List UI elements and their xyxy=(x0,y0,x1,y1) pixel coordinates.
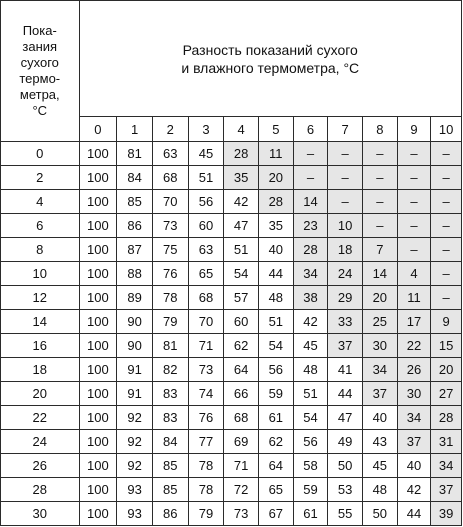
humidity-cell: – xyxy=(293,142,328,166)
humidity-cell: 100 xyxy=(79,310,117,334)
row-temperature-cell: 22 xyxy=(1,406,80,430)
humidity-cell: 54 xyxy=(258,334,293,358)
humidity-cell: 18 xyxy=(328,238,363,262)
humidity-cell: – xyxy=(397,214,431,238)
humidity-cell: – xyxy=(397,238,431,262)
row-header-line: °С xyxy=(32,103,48,118)
humidity-cell: 47 xyxy=(328,406,363,430)
humidity-cell: 62 xyxy=(258,430,293,454)
humidity-cell: 44 xyxy=(328,382,363,406)
humidity-cell: 100 xyxy=(79,478,117,502)
humidity-cell: 64 xyxy=(258,454,293,478)
column-header: 2 xyxy=(152,117,188,142)
humidity-cell: – xyxy=(431,166,462,190)
humidity-cell: 33 xyxy=(328,310,363,334)
row-header-line: метра, xyxy=(19,87,60,102)
row-temperature-cell: 20 xyxy=(1,382,80,406)
humidity-cell: 100 xyxy=(79,382,117,406)
column-header: 3 xyxy=(188,117,224,142)
humidity-cell: – xyxy=(328,142,363,166)
humidity-cell: 100 xyxy=(79,502,117,526)
humidity-cell: 48 xyxy=(258,286,293,310)
humidity-cell: 100 xyxy=(79,214,117,238)
humidity-cell: 49 xyxy=(328,430,363,454)
humidity-cell: 100 xyxy=(79,454,117,478)
humidity-cell: 84 xyxy=(117,166,153,190)
humidity-cell: 93 xyxy=(117,478,153,502)
humidity-cell: 14 xyxy=(362,262,397,286)
humidity-cell: 50 xyxy=(362,502,397,526)
column-header: 10 xyxy=(431,117,462,142)
humidity-cell: 42 xyxy=(224,190,259,214)
humidity-cell: 66 xyxy=(224,382,259,406)
humidity-cell: 47 xyxy=(224,214,259,238)
humidity-cell: 100 xyxy=(79,334,117,358)
humidity-cell: – xyxy=(431,142,462,166)
humidity-cell: 78 xyxy=(152,286,188,310)
humidity-cell: – xyxy=(328,166,363,190)
humidity-cell: 20 xyxy=(431,358,462,382)
humidity-cell: 100 xyxy=(79,190,117,214)
humidity-cell: 91 xyxy=(117,382,153,406)
humidity-cell: 28 xyxy=(224,142,259,166)
humidity-cell: 79 xyxy=(188,502,224,526)
humidity-cell: 30 xyxy=(362,334,397,358)
row-temperature-cell: 2 xyxy=(1,166,80,190)
humidity-cell: 61 xyxy=(293,502,328,526)
humidity-cell: 68 xyxy=(188,286,224,310)
humidity-cell: 81 xyxy=(117,142,153,166)
humidity-cell: 45 xyxy=(293,334,328,358)
row-temperature-cell: 14 xyxy=(1,310,80,334)
humidity-cell: – xyxy=(431,262,462,286)
humidity-cell: – xyxy=(362,214,397,238)
humidity-cell: 69 xyxy=(224,430,259,454)
humidity-cell: 83 xyxy=(152,406,188,430)
table-row xyxy=(1,406,462,430)
humidity-cell: 65 xyxy=(188,262,224,286)
humidity-cell: 67 xyxy=(258,502,293,526)
humidity-cell: 60 xyxy=(224,310,259,334)
humidity-cell: 79 xyxy=(152,310,188,334)
humidity-cell: 84 xyxy=(152,430,188,454)
humidity-cell: 89 xyxy=(117,286,153,310)
humidity-cell: 90 xyxy=(117,310,153,334)
row-header-line: Пока- xyxy=(22,23,57,38)
humidity-cell: 24 xyxy=(328,262,363,286)
table-row xyxy=(1,262,462,286)
humidity-cell: – xyxy=(431,190,462,214)
humidity-cell: 22 xyxy=(397,334,431,358)
humidity-cell: – xyxy=(362,142,397,166)
humidity-cell: 85 xyxy=(152,454,188,478)
humidity-cell: 88 xyxy=(117,262,153,286)
humidity-cell: 20 xyxy=(258,166,293,190)
humidity-cell: 65 xyxy=(258,478,293,502)
humidity-cell: 54 xyxy=(293,406,328,430)
humidity-cell: – xyxy=(431,286,462,310)
humidity-cell: 62 xyxy=(224,334,259,358)
humidity-cell: 39 xyxy=(431,502,462,526)
humidity-cell: 75 xyxy=(152,238,188,262)
humidity-cell: – xyxy=(362,166,397,190)
humidity-cell: 86 xyxy=(117,214,153,238)
humidity-cell: 37 xyxy=(397,430,431,454)
humidity-cell: 92 xyxy=(117,406,153,430)
humidity-cell: 14 xyxy=(293,190,328,214)
row-temperature-cell: 26 xyxy=(1,454,80,478)
humidity-cell: 70 xyxy=(152,190,188,214)
humidity-cell: 51 xyxy=(258,310,293,334)
humidity-cell: – xyxy=(397,142,431,166)
humidity-cell: – xyxy=(431,214,462,238)
humidity-cell: 31 xyxy=(431,430,462,454)
humidity-cell: 53 xyxy=(328,478,363,502)
table-row xyxy=(1,502,462,526)
humidity-cell: 93 xyxy=(117,502,153,526)
column-header: 6 xyxy=(293,117,328,142)
humidity-cell: 56 xyxy=(293,430,328,454)
humidity-cell: 55 xyxy=(328,502,363,526)
humidity-cell: 4 xyxy=(397,262,431,286)
humidity-cell: 50 xyxy=(328,454,363,478)
humidity-cell: 34 xyxy=(293,262,328,286)
humidity-cell: 28 xyxy=(293,238,328,262)
humidity-cell: 41 xyxy=(328,358,363,382)
row-header-dry-thermometer xyxy=(1,1,80,142)
humidity-cell: 51 xyxy=(224,238,259,262)
humidity-cell: – xyxy=(328,190,363,214)
humidity-cell: 37 xyxy=(328,334,363,358)
column-header: 8 xyxy=(362,117,397,142)
humidity-cell: 78 xyxy=(188,454,224,478)
humidity-cell: 100 xyxy=(79,142,117,166)
table-row xyxy=(1,310,462,334)
humidity-cell: 73 xyxy=(224,502,259,526)
column-header: 4 xyxy=(224,117,259,142)
humidity-cell: 11 xyxy=(397,286,431,310)
humidity-cell: 23 xyxy=(293,214,328,238)
table-row xyxy=(1,478,462,502)
row-temperature-cell: 10 xyxy=(1,262,80,286)
humidity-cell: 77 xyxy=(188,430,224,454)
humidity-cell: 48 xyxy=(293,358,328,382)
column-header: 0 xyxy=(79,117,117,142)
humidity-cell: 82 xyxy=(152,358,188,382)
humidity-cell: 70 xyxy=(188,310,224,334)
humidity-cell: 64 xyxy=(224,358,259,382)
humidity-cell: 71 xyxy=(224,454,259,478)
humidity-cell: 100 xyxy=(79,406,117,430)
humidity-cell: 76 xyxy=(188,406,224,430)
humidity-cell: 61 xyxy=(258,406,293,430)
humidity-cell: 15 xyxy=(431,334,462,358)
column-header: 1 xyxy=(117,117,153,142)
humidity-cell: 68 xyxy=(152,166,188,190)
row-temperature-cell: 18 xyxy=(1,358,80,382)
humidity-cell: 92 xyxy=(117,430,153,454)
row-temperature-cell: 8 xyxy=(1,238,80,262)
humidity-cell: 42 xyxy=(293,310,328,334)
humidity-cell: 43 xyxy=(362,430,397,454)
humidity-cell: 63 xyxy=(188,238,224,262)
column-group-title xyxy=(79,1,461,117)
humidity-cell: 100 xyxy=(79,238,117,262)
humidity-cell: 10 xyxy=(328,214,363,238)
humidity-cell: 78 xyxy=(188,478,224,502)
row-temperature-cell: 0 xyxy=(1,142,80,166)
table-body xyxy=(1,142,462,526)
humidity-cell: 25 xyxy=(362,310,397,334)
humidity-cell: 45 xyxy=(188,142,224,166)
humidity-cell: 40 xyxy=(258,238,293,262)
table-row xyxy=(1,430,462,454)
humidity-cell: 45 xyxy=(362,454,397,478)
humidity-cell: – xyxy=(397,166,431,190)
row-temperature-cell: 12 xyxy=(1,286,80,310)
humidity-cell: 56 xyxy=(188,190,224,214)
humidity-cell: 73 xyxy=(152,214,188,238)
humidity-cell: 35 xyxy=(224,166,259,190)
humidity-cell: 48 xyxy=(362,478,397,502)
table-row xyxy=(1,190,462,214)
humidity-cell: 100 xyxy=(79,358,117,382)
humidity-cell: 40 xyxy=(397,454,431,478)
humidity-cell: 100 xyxy=(79,286,117,310)
table-row xyxy=(1,214,462,238)
humidity-cell: 40 xyxy=(362,406,397,430)
row-temperature-cell: 30 xyxy=(1,502,80,526)
humidity-cell: 35 xyxy=(258,214,293,238)
row-header-line: термо- xyxy=(19,71,61,86)
humidity-cell: 87 xyxy=(117,238,153,262)
humidity-cell: 85 xyxy=(117,190,153,214)
humidity-cell: 11 xyxy=(258,142,293,166)
humidity-cell: 74 xyxy=(188,382,224,406)
humidity-cell: 57 xyxy=(224,286,259,310)
humidity-cell: 91 xyxy=(117,358,153,382)
humidity-cell: 34 xyxy=(362,358,397,382)
humidity-cell: 85 xyxy=(152,478,188,502)
humidity-cell: 17 xyxy=(397,310,431,334)
row-temperature-cell: 4 xyxy=(1,190,80,214)
title-line: Разность показаний сухого xyxy=(182,41,358,58)
humidity-cell: 100 xyxy=(79,430,117,454)
humidity-cell: 28 xyxy=(431,406,462,430)
humidity-cell: 63 xyxy=(152,142,188,166)
humidity-cell: 71 xyxy=(188,334,224,358)
humidity-cell: 27 xyxy=(431,382,462,406)
humidity-cell: 83 xyxy=(152,382,188,406)
humidity-cell: 100 xyxy=(79,166,117,190)
humidity-cell: 29 xyxy=(328,286,363,310)
humidity-cell: – xyxy=(397,190,431,214)
humidity-cell: 28 xyxy=(258,190,293,214)
humidity-cell: 26 xyxy=(397,358,431,382)
humidity-cell: 51 xyxy=(293,382,328,406)
row-header-line: сухого xyxy=(20,55,59,70)
humidity-cell: 86 xyxy=(152,502,188,526)
table-row xyxy=(1,382,462,406)
humidity-cell: 37 xyxy=(362,382,397,406)
table-row xyxy=(1,166,462,190)
humidity-cell: – xyxy=(431,238,462,262)
humidity-cell: – xyxy=(362,190,397,214)
table-row xyxy=(1,142,462,166)
column-header: 5 xyxy=(258,117,293,142)
title-line: и влажного термометра, °С xyxy=(181,59,360,76)
humidity-cell: 81 xyxy=(152,334,188,358)
row-temperature-cell: 28 xyxy=(1,478,80,502)
humidity-cell: 58 xyxy=(293,454,328,478)
humidity-cell: 72 xyxy=(224,478,259,502)
humidity-cell: 44 xyxy=(258,262,293,286)
humidity-cell: 34 xyxy=(397,406,431,430)
humidity-cell: 76 xyxy=(152,262,188,286)
column-header: 9 xyxy=(397,117,431,142)
humidity-cell: 42 xyxy=(397,478,431,502)
humidity-cell: 30 xyxy=(397,382,431,406)
humidity-cell: – xyxy=(293,166,328,190)
table-row xyxy=(1,286,462,310)
humidity-cell: 7 xyxy=(362,238,397,262)
humidity-cell: 68 xyxy=(224,406,259,430)
humidity-cell: 44 xyxy=(397,502,431,526)
humidity-cell: 59 xyxy=(293,478,328,502)
column-header: 7 xyxy=(328,117,363,142)
row-temperature-cell: 24 xyxy=(1,430,80,454)
humidity-cell: 56 xyxy=(258,358,293,382)
humidity-cell: 73 xyxy=(188,358,224,382)
humidity-cell: 9 xyxy=(431,310,462,334)
humidity-cell: 92 xyxy=(117,454,153,478)
row-header-line: зания xyxy=(22,39,58,54)
humidity-cell: 54 xyxy=(224,262,259,286)
humidity-cell: 34 xyxy=(431,454,462,478)
humidity-cell: 90 xyxy=(117,334,153,358)
table-row xyxy=(1,238,462,262)
humidity-cell: 51 xyxy=(188,166,224,190)
table-row xyxy=(1,454,462,478)
table-row xyxy=(1,334,462,358)
humidity-cell: 37 xyxy=(431,478,462,502)
humidity-cell: 100 xyxy=(79,262,117,286)
row-temperature-cell: 6 xyxy=(1,214,80,238)
table-row xyxy=(1,358,462,382)
row-temperature-cell: 16 xyxy=(1,334,80,358)
humidity-cell: 59 xyxy=(258,382,293,406)
humidity-cell: 60 xyxy=(188,214,224,238)
humidity-cell: 20 xyxy=(362,286,397,310)
humidity-cell: 38 xyxy=(293,286,328,310)
